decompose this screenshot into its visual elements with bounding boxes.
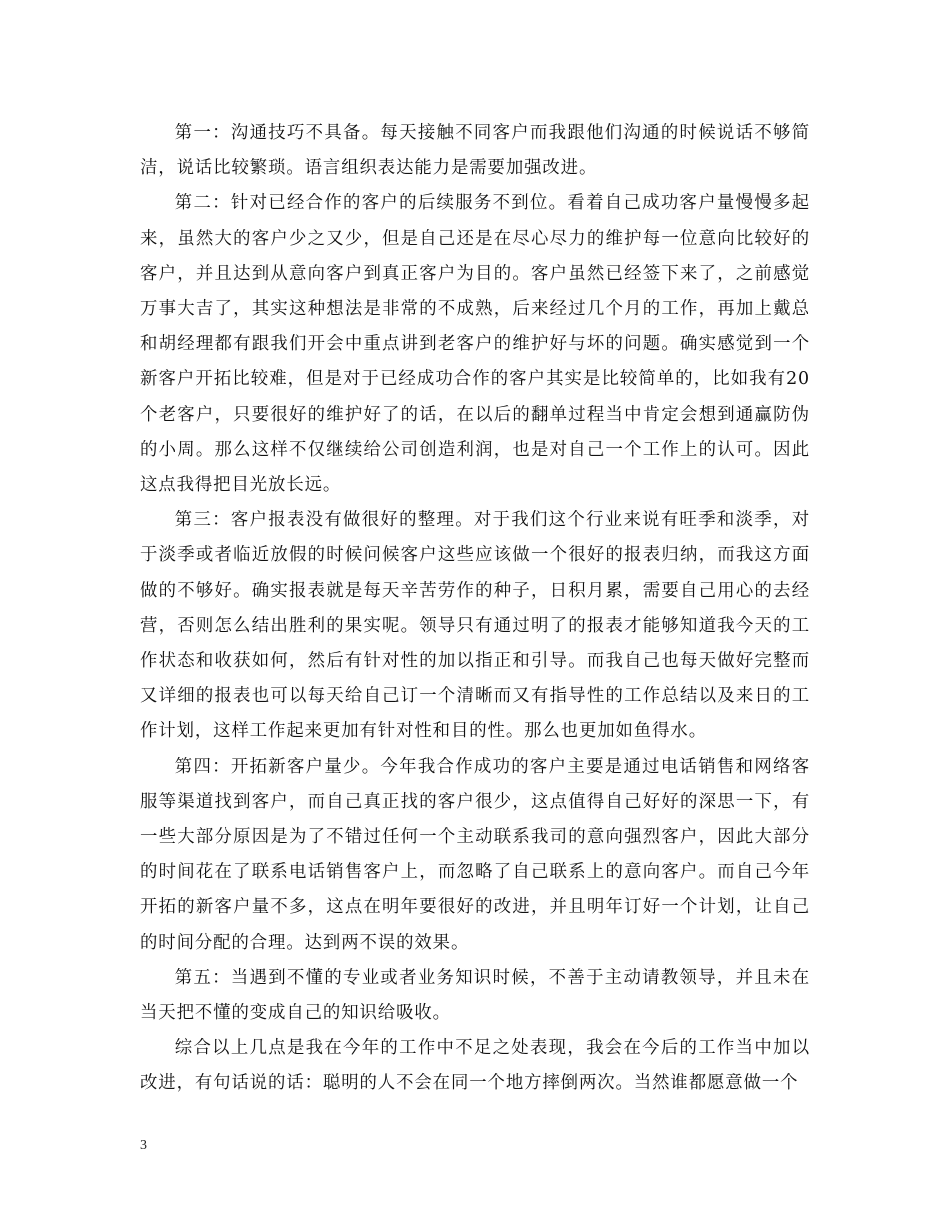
paragraph-6: 综合以上几点是我在今年的工作中不足之处表现，我会在今后的工作当中加以改进，有句话说的话：聪明的人不会在同一个地方摔倒两次。当然谁都愿意做一个: [140, 1038, 810, 1094]
document-body: [140, 116, 810, 1102]
paragraph-3: 第三：客户报表没有做很好的整理。对于我们这个行业来说有旺季和淡季，对于淡季或者临近放假的时候问候客户这些应该做一个很好的报表归纳，而我这方面做的不够好。确实报表就是每天辛苦劳作的种子，日积月累，需要自己用心的去经营，否则怎么结出胜利的果实呢。领导只有通过明了的报表才能够知道我今天的工作状态和收获如何，然后有针对性的加以指正和引导。而我自己也每天做好完整而又详细的报表也可以每天给自己订一个清晰而又有指导性的工作总结以及来日的工作计划，这样工作起来更加有针对性和目的性。那么也更加如鱼得水。: [140, 510, 810, 742]
paragraph-2: 第二：针对已经合作的客户的后续服务不到位。看着自己成功客户量慢慢多起来，虽然大的客户少之又少，但是自己还是在尽心尽力的维护每一位意向比较好的客户，并且达到从意向客户到真正客户为目的。客户虽然已经签下来了，之前感觉万事大吉了，其实这种想法是非常的不成熟，后来经过几个月的工作，再加上戴总和胡经理都有跟我们开会中重点讲到老客户的维护好与坏的问题。确实感觉到一个新客户开拓比较难，但是对于已经成功合作的客户其实是比较简单的，比如我有20个老客户，只要很好的维护好了的话，在以后的翻单过程当中肯定会想到通赢防伪的小周。那么这样不仅继续给公司创造利润，也是对自己一个工作上的认可。因此这点我得把目光放长远。: [140, 193, 810, 496]
paragraph-1: 第一：沟通技巧不具备。每天接触不同客户而我跟他们沟通的时候说话不够简洁，说话比较繁琐。语言组织表达能力是需要加强改进。: [140, 123, 810, 179]
page-number: 3: [140, 1138, 147, 1153]
paragraph-5: 第五：当遇到不懂的专业或者业务知识时候，不善于主动请教领导，并且未在当天把不懂的变成自己的知识给吸收。: [140, 967, 810, 1024]
paragraph-4: 第四：开拓新客户量少。今年我合作成功的客户主要是通过电话销售和网络客服等渠道找到客户，而自己真正找的客户很少，这点值得自己好好的深思一下，有一些大部分原因是为了不错过任何一个主动联系我司的意向强烈客户，因此大部分的时间花在了联系电话销售客户上，而忽略了自己联系上的意向客户。而自己今年开拓的新客户量不多，这点在明年要很好的改进，并且明年订好一个计划，让自己的时间分配的合理。达到两不误的效果。: [140, 756, 810, 953]
